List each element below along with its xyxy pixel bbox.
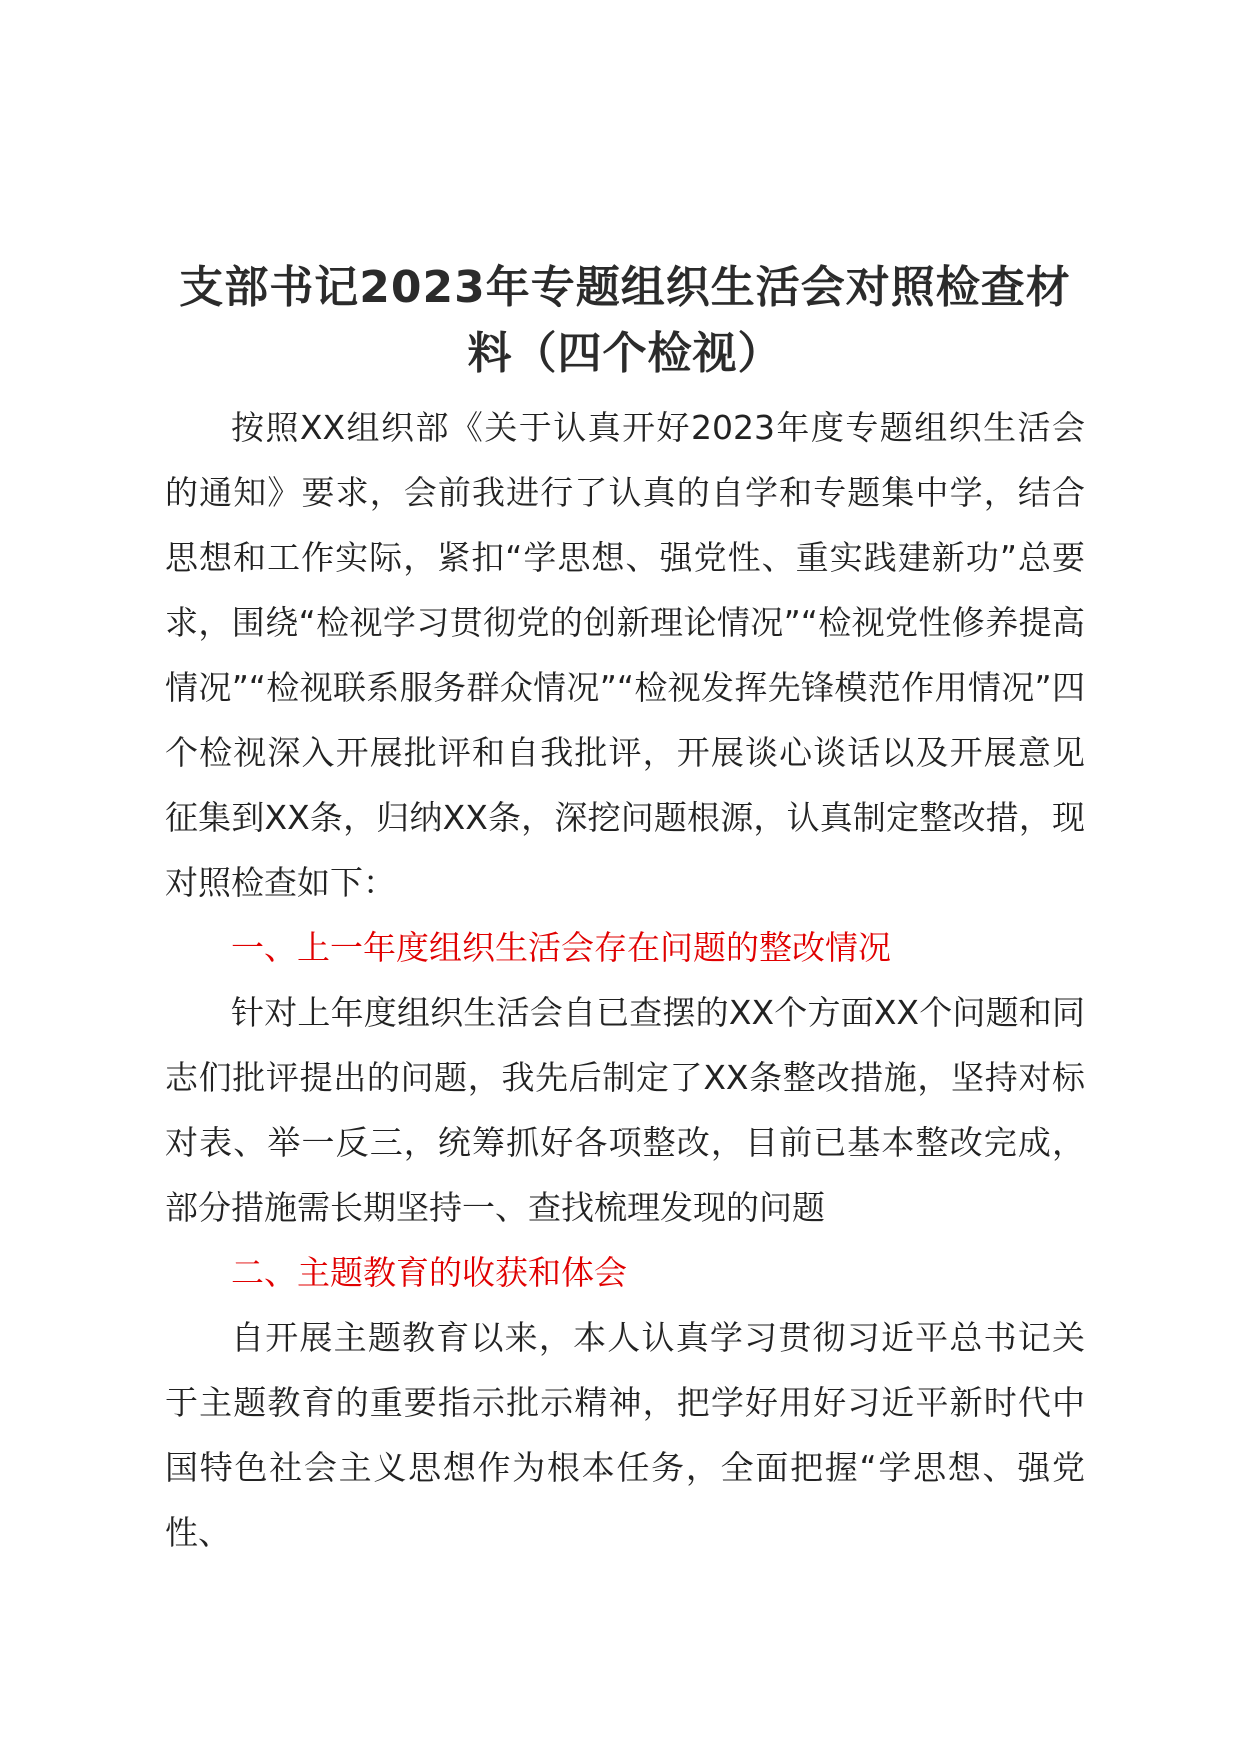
section-heading-2: 二、主题教育的收获和体会 bbox=[231, 1253, 627, 1292]
section-paragraph-2: 自开展主题教育以来，本人认真学习贯彻习近平总书记关于主题教育的重要指示批示精神，把学好用好习近平新时代中国特色社会主义思想作为根本任务，全面把握“学思想、强党性、 bbox=[165, 1318, 1085, 1552]
section-paragraph-1: 针对上年度组织生活会自已查摆的XX个方面XX个问题和同志们批评提出的问题，我先后制定了XX条整改措施，坚持对标对表、举一反三，统筹抓好各项整改，目前已基本整改完成，部分措施需长期坚持一、查找梳理发现的问题 bbox=[165, 993, 1085, 1227]
intro-paragraph: 按照XX组织部《关于认真开好2023年度专题组织生活会的通知》要求，会前我进行了认真的自学和专题集中学，结合思想和工作实际，紧扣“学思想、强党性、重实践建新功”总要求，围绕“检视学习贯彻党的创新理论情况”“检视党性修养提高情况”“检视联系服务群众情况”“检视发挥先锋模范作用情况”四个检视深入开展批评和自我批评，开展谈心谈话以及开展意见征集到XX条，归纳XX条，深挖问题根源，认真制定整改措，现对照检查如下： bbox=[165, 408, 1085, 902]
section-heading-1: 一、上一年度组织生活会存在问题的整改情况 bbox=[231, 928, 891, 967]
document-body bbox=[165, 255, 1085, 1565]
document-title: 支部书记2023年专题组织生活会对照检查材料（四个检视） bbox=[179, 262, 1071, 379]
